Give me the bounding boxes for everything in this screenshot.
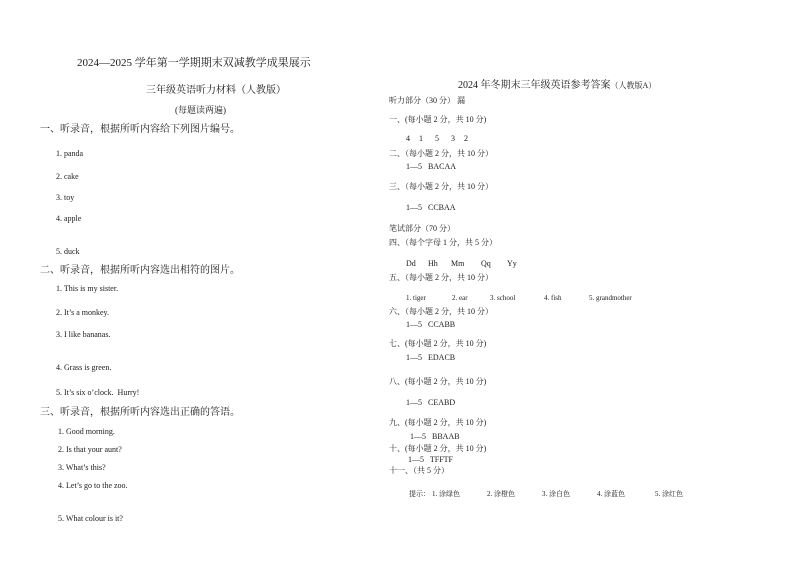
answer: 3. 涂白色 [542, 490, 570, 498]
answer: 4 [406, 134, 410, 143]
answer: 1—5 BACAA [406, 162, 457, 171]
s2-heading: 二、（每小题 2 分，共 10 分） [389, 149, 493, 158]
list-item: 5. What colour is it? [58, 514, 123, 523]
answer: Dd [406, 259, 416, 268]
listening-part-label: 听力部分（30 分） 漏 [389, 96, 465, 105]
s9-heading: 九、(每小题 2 分，共 10 分) [389, 418, 487, 427]
answer: 2. ear [452, 294, 468, 302]
section-3-heading: 三、听录音，根据所听内容选出正确的答语。 [40, 407, 240, 418]
left-subtitle: 三年级英语听力材料（人教版） [146, 85, 286, 96]
right-title-suffix: （人教版A） [610, 81, 657, 90]
list-item: 1. Good morning. [58, 427, 115, 436]
s11-heading: 十一、（共 5 分） [389, 466, 449, 475]
s10-heading: 十、(每小题 2 分，共 10 分) [389, 444, 487, 453]
answer: Yy [507, 259, 517, 268]
answer: 1. 涂绿色 [432, 490, 460, 498]
list-item: 3. toy [56, 193, 75, 202]
answer: Hh [428, 259, 438, 268]
answer: 3. school [490, 294, 516, 302]
answer: 5. 涂红色 [655, 490, 683, 498]
answer: 1—5 BBAAB [410, 432, 460, 441]
list-item: 4. Let’s go to the zoo. [58, 481, 128, 490]
answer: 1—5 EDACB [406, 353, 456, 362]
answer: 4. fish [544, 294, 562, 302]
answer: 1. tiger [406, 294, 426, 302]
right-title-main: 2024 年冬期末三年级英语参考答案 [458, 80, 611, 91]
list-item: 4. apple [56, 214, 82, 223]
answer: Qq [481, 259, 491, 268]
answer: 2. 涂橙色 [487, 490, 515, 498]
s11-prefix: 提示： [409, 490, 430, 498]
left-note: (每题读两遍) [175, 105, 226, 115]
left-title: 2024—2025 学年第一学期期末双减教学成果展示 [77, 57, 311, 69]
s1-heading: 一、(每小题 2 分，共 10 分) [389, 115, 487, 124]
list-item: 1. panda [56, 149, 84, 158]
list-item: 5. duck [56, 247, 80, 256]
section-1-heading: 一、听录音，根据所听内容给下列图片编号。 [40, 124, 240, 135]
listening-mark: 漏 [457, 96, 465, 105]
list-item: 4. Grass is green. [56, 363, 112, 372]
list-item: 3. What’s this? [58, 463, 106, 472]
answer: 3 [451, 134, 455, 143]
answer: Mm [451, 259, 465, 268]
s4-heading: 四、（每个字母 1 分，共 5 分） [389, 238, 497, 247]
answer: 1—5 CCABB [406, 320, 456, 329]
answer: 1—5 CEABD [406, 398, 456, 407]
answer: 1—5 TFFTF [408, 455, 453, 464]
s6-heading: 六、（每小题 2 分，共 10 分） [389, 307, 493, 316]
s8-heading: 八、(每小题 2 分，共 10 分) [389, 377, 487, 386]
answer: 5. grandmother [589, 294, 632, 302]
s3-heading: 三、（每小题 2 分，共 10 分） [389, 182, 493, 191]
list-item: 2. It’s a monkey. [56, 308, 110, 317]
written-part-label: 笔试部分（70 分） [389, 224, 455, 233]
list-item: 2. cake [56, 172, 79, 181]
right-title [448, 71, 656, 101]
s7-heading: 七、(每小题 2 分，共 10 分) [389, 339, 487, 348]
answer: 1—5 CCBAA [406, 203, 456, 212]
s5-heading: 五、（每小题 2 分，共 10 分） [389, 273, 493, 282]
list-item: 1. This is my sister. [56, 284, 119, 293]
section-2-heading: 二、听录音，根据所听内容选出相符的图片。 [40, 265, 240, 276]
answer: 1 [419, 134, 423, 143]
list-item: 2. Is that your aunt? [58, 445, 122, 454]
answer: 4. 涂蓝色 [597, 490, 625, 498]
answer: 5 [435, 134, 439, 143]
answer: 2 [464, 134, 468, 143]
list-item: 5. It’s six o’clock. Hurry! [56, 388, 140, 397]
list-item: 3. I like bananas. [56, 330, 111, 339]
